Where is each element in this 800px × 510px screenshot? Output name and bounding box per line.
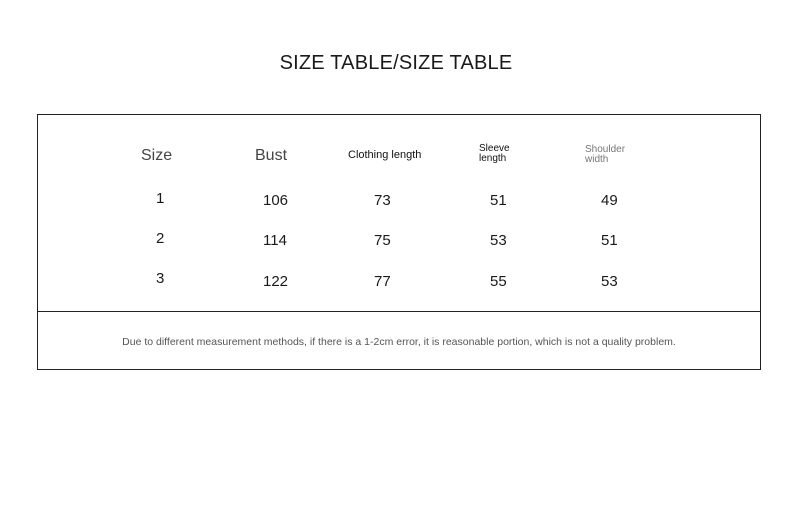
row-1-bust: 106	[263, 192, 289, 209]
row-3-size: 3	[156, 270, 165, 287]
row-3-shoulder-width: 53	[601, 273, 618, 290]
row-1-shoulder-width: 49	[601, 192, 618, 209]
row-2-clothing-length: 75	[374, 232, 391, 249]
row-3-clothing-length: 77	[374, 273, 391, 290]
page-title: SIZE TABLE/SIZE TABLE	[279, 52, 513, 74]
header-sleeve-length	[479, 144, 539, 164]
row-2-bust: 114	[263, 232, 287, 249]
row-2-sleeve-length: 53	[490, 232, 507, 249]
header-clothing-length: Clothing length	[348, 149, 422, 161]
row-1-sleeve-length: 51	[490, 192, 507, 209]
row-1-size: 1	[156, 190, 165, 207]
header-shoulder-width-line-2: width	[585, 154, 609, 165]
table-divider	[38, 311, 760, 312]
measurement-note: Due to different measurement methods, if there is a 1-2cm error, it is reasonable portion, which is not a quality problem.	[122, 336, 676, 348]
row-2-size: 2	[156, 230, 165, 247]
header-sleeve-length-line-2: length	[479, 153, 507, 164]
header-shoulder-width-line-1: Shoulder	[585, 144, 626, 155]
size-table	[37, 114, 761, 370]
row-1-clothing-length: 73	[374, 192, 391, 209]
row-3-sleeve-length: 55	[490, 273, 507, 290]
header-sleeve-length-line-1: Sleeve	[479, 143, 510, 154]
row-2-shoulder-width: 51	[601, 232, 618, 249]
header-size: Size	[141, 147, 173, 164]
header-shoulder-width	[585, 145, 655, 165]
row-3-bust: 122	[263, 273, 289, 290]
header-bust: Bust	[255, 147, 288, 164]
